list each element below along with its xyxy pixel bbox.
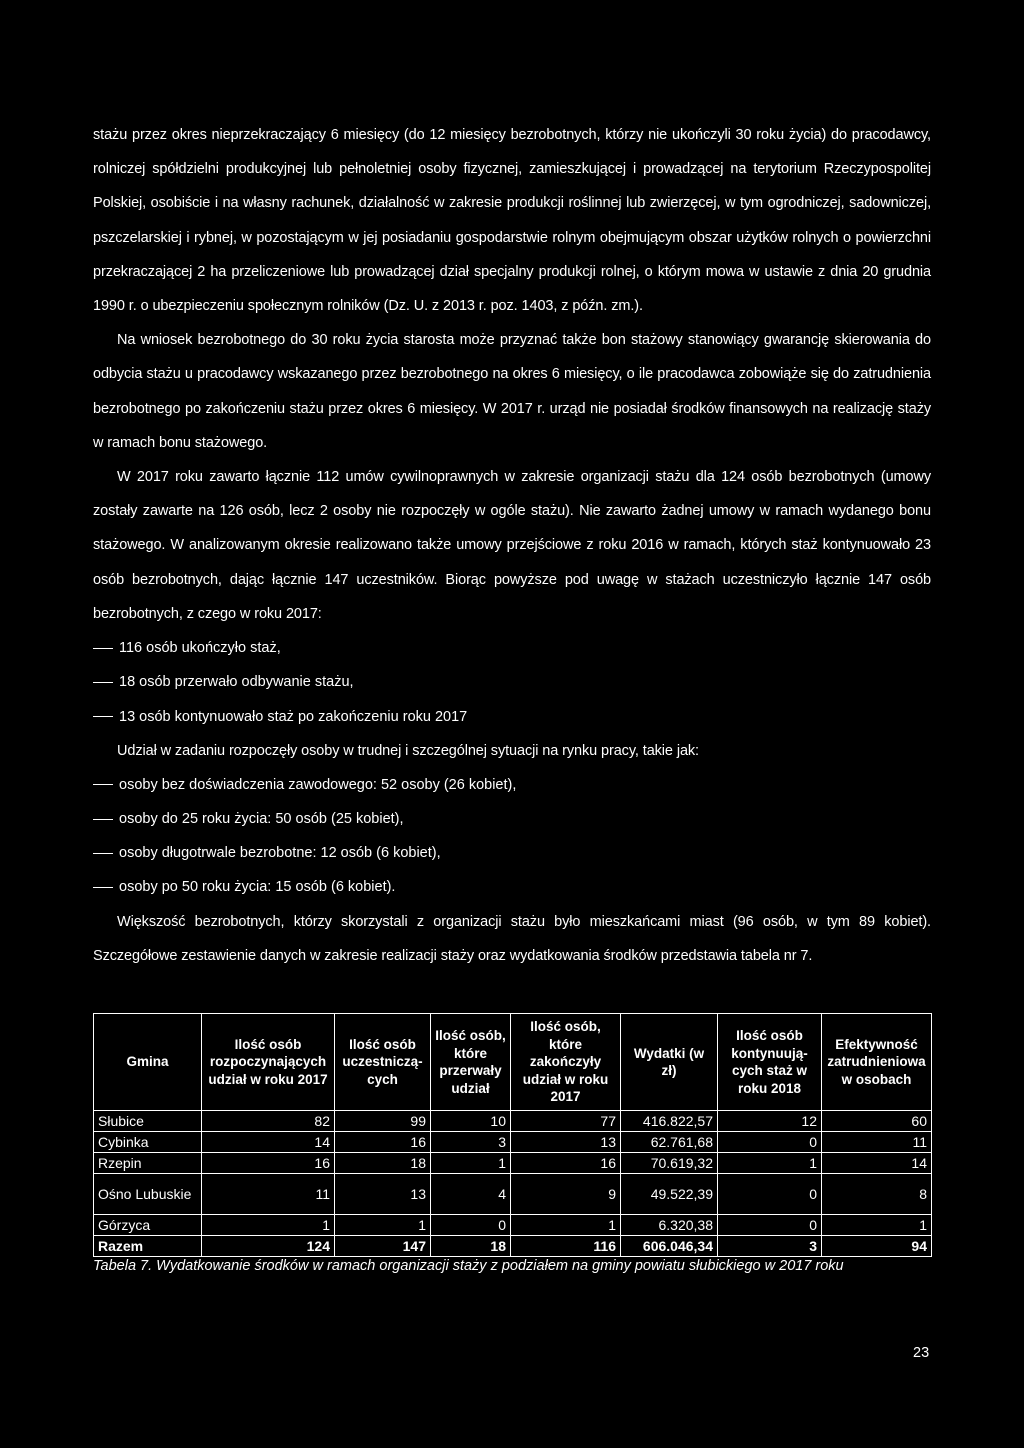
table-cell: 9 <box>511 1174 621 1215</box>
table-cell: 3 <box>718 1236 822 1257</box>
list-item-text: 18 osób przerwało odbywanie stażu, <box>119 674 354 691</box>
list-item-text: osoby długotrwale bezrobotne: 12 osób (6 kobiet), <box>119 845 441 862</box>
list-item <box>93 665 931 699</box>
list-item <box>93 870 931 904</box>
table-cell: 16 <box>511 1153 621 1174</box>
table-cell: 1 <box>431 1153 511 1174</box>
dash-bullet <box>93 648 113 649</box>
table-cell: 147 <box>335 1236 431 1257</box>
table-header-row <box>94 1014 932 1111</box>
table-cell: 1 <box>718 1153 822 1174</box>
list-item <box>93 699 931 733</box>
list-item-text: osoby bez doświadczenia zawodowego: 52 osoby (26 kobiet), <box>119 776 517 793</box>
table-cell: Razem <box>94 1236 202 1257</box>
table-cell: Rzepin <box>94 1153 202 1174</box>
paragraph-3: W 2017 roku zawarto łącznie 112 umów cywilnoprawnych w zakresie organizacji stażu dla 124 osób bezrobotnych (umowy zostały zawarte na 126 osób, lecz 2 osoby nie rozpoczęły w ogóle stażu). Nie zawarto żadnej umowy w ramach wydanego bonu stażowego. W analizowanym okresie realizowano także umowy przejściowe z roku 2016 w ramach, których staż kontynuowało 23 osób bezrobotnych, dając łącznie 147 uczestników. Biorąc powyższe pod uwagę w stażach uczestniczyło łącznie 147 osób bezrobotnych, z czego w roku 2017: <box>93 469 931 622</box>
table-cell: Ośno Lubuskie <box>94 1174 202 1215</box>
table-cell: 82 <box>202 1111 335 1132</box>
table-cell: 16 <box>335 1132 431 1153</box>
table-cell: 3 <box>431 1132 511 1153</box>
list-item <box>93 768 931 802</box>
dash-bullet <box>93 784 113 785</box>
table-row <box>94 1215 932 1236</box>
table-cell: 18 <box>431 1236 511 1257</box>
table-cell: 0 <box>718 1174 822 1215</box>
table-row <box>94 1153 932 1174</box>
column-header: Ilość osób, które zakończyły udział w roku 2017 <box>511 1014 621 1111</box>
table-cell: 1 <box>822 1215 932 1236</box>
table-cell: 1 <box>511 1215 621 1236</box>
dash-bullet <box>93 853 113 854</box>
table-cell: 10 <box>431 1111 511 1132</box>
table-cell: 1 <box>202 1215 335 1236</box>
column-header: Efektywność zatrudnieniowa w osobach <box>822 1014 932 1111</box>
list-item-text: 116 osób ukończyło staż, <box>119 640 281 657</box>
paragraph-intro: Udział w zadaniu rozpoczęły osoby w trudnej i szczególnej sytuacji na rynku pracy, takie jak: <box>117 742 699 759</box>
table-row <box>94 1174 932 1215</box>
table-cell: Słubice <box>94 1111 202 1132</box>
table-cell: 606.046,34 <box>621 1236 718 1257</box>
data-table-section <box>93 1013 931 1274</box>
table-cell: 8 <box>822 1174 932 1215</box>
table-cell: 0 <box>431 1215 511 1236</box>
table-cell: 116 <box>511 1236 621 1257</box>
table-row <box>94 1111 932 1132</box>
paragraph-closing: Większość bezrobotnych, którzy skorzystali z organizacji stażu było mieszkańcami miast (96 osób, w tym 89 kobiet). Szczegółowe zestawienie danych w zakresie realizacji staży oraz wydatkowania środków przedstawia tabela nr 7. <box>93 913 931 964</box>
list-item <box>93 802 931 836</box>
column-header: Gmina <box>94 1014 202 1111</box>
page-number: 23 <box>913 1345 930 1361</box>
table-cell: 13 <box>511 1132 621 1153</box>
table-cell: 77 <box>511 1111 621 1132</box>
paragraph-1: stażu przez okres nieprzekraczający 6 miesięcy (do 12 miesięcy bezrobotnych, którzy nie ukończyli 30 roku życia) do pracodawcy, rolniczej spółdzielni produkcyjnej lub pełnoletniej osoby fizycznej, zamieszkującej i prowadzącej na terytorium Rzeczypospolitej Polskiej, osobiście i na własny rachunek, działalność w zakresie produkcji roślinnej lub zwierzęcej, w tym ogrodniczej, sadowniczej, pszczelarskiej i rybnej, w pozostającym w jej posiadaniu gospodarstwie rolnym obejmującym obszar użytków rolnych o powierzchni przekraczającej 2 ha przeliczeniowe lub prowadzącej dział specjalny produkcji rolnej, o którym mowa w ustawie z dnia 20 grudnia 1990 r. o ubezpieczeniu społecznym rolników (Dz. U. z 2013 r. poz. 1403, z późn. zm.). <box>93 127 931 315</box>
table-cell: Cybinka <box>94 1132 202 1153</box>
table-cell: 14 <box>202 1132 335 1153</box>
column-header: Ilość osób kontynuują-cych staż w roku 2018 <box>718 1014 822 1111</box>
dash-bullet <box>93 716 113 717</box>
table-cell: 0 <box>718 1132 822 1153</box>
column-header: Wydatki (w zł) <box>621 1014 718 1111</box>
column-header: Ilość osób uczestniczą-cych <box>335 1014 431 1111</box>
data-table <box>93 1013 932 1257</box>
table-cell: 60 <box>822 1111 932 1132</box>
table-cell: 16 <box>202 1153 335 1174</box>
table-cell: 11 <box>202 1174 335 1215</box>
table-caption: Tabela 7. Wydatkowanie środków w ramach organizacji staży z podziałem na gminy powiatu słubickiego w 2017 roku <box>93 1258 844 1274</box>
table-cell: 18 <box>335 1153 431 1174</box>
table-cell: 49.522,39 <box>621 1174 718 1215</box>
table-cell: 416.822,57 <box>621 1111 718 1132</box>
table-row <box>94 1132 932 1153</box>
table-cell: 70.619,32 <box>621 1153 718 1174</box>
table-cell: 14 <box>822 1153 932 1174</box>
column-header: Ilość osób rozpoczynających udział w roku 2017 <box>202 1014 335 1111</box>
table-cell: 4 <box>431 1174 511 1215</box>
table-cell: 12 <box>718 1111 822 1132</box>
list-item-text: 13 osób kontynuowało staż po zakończeniu roku 2017 <box>119 708 468 725</box>
paragraph-2: Na wniosek bezrobotnego do 30 roku życia starosta może przyznać także bon stażowy stanowiący gwarancję skierowania do odbycia stażu u pracodawcy wskazanego przez bezrobotnego na okres 6 miesięcy, o ile pracodawca zobowiąże się do zatrudnienia bezrobotnego po zakończeniu stażu przez okres 6 miesięcy. W 2017 r. urząd nie posiadał środków finansowych na realizację staży w ramach bonu stażowego. <box>93 332 931 451</box>
column-header: Ilość osób, które przerwały udział <box>431 1014 511 1111</box>
table-cell: Górzyca <box>94 1215 202 1236</box>
table-cell: 62.761,68 <box>621 1132 718 1153</box>
list-item <box>93 631 931 665</box>
table-cell: 0 <box>718 1215 822 1236</box>
table-cell: 99 <box>335 1111 431 1132</box>
document-body <box>93 118 931 973</box>
dash-bullet <box>93 819 113 820</box>
list-item <box>93 836 931 870</box>
table-cell: 1 <box>335 1215 431 1236</box>
dash-bullet <box>93 887 113 888</box>
table-cell: 6.320,38 <box>621 1215 718 1236</box>
table-cell: 94 <box>822 1236 932 1257</box>
table-total-row <box>94 1236 932 1257</box>
table-cell: 11 <box>822 1132 932 1153</box>
list-item-text: osoby po 50 roku życia: 15 osób (6 kobiet). <box>119 879 396 896</box>
list-item-text: osoby do 25 roku życia: 50 osób (25 kobiet), <box>119 811 404 828</box>
table-cell: 13 <box>335 1174 431 1215</box>
table-cell: 124 <box>202 1236 335 1257</box>
dash-bullet <box>93 682 113 683</box>
